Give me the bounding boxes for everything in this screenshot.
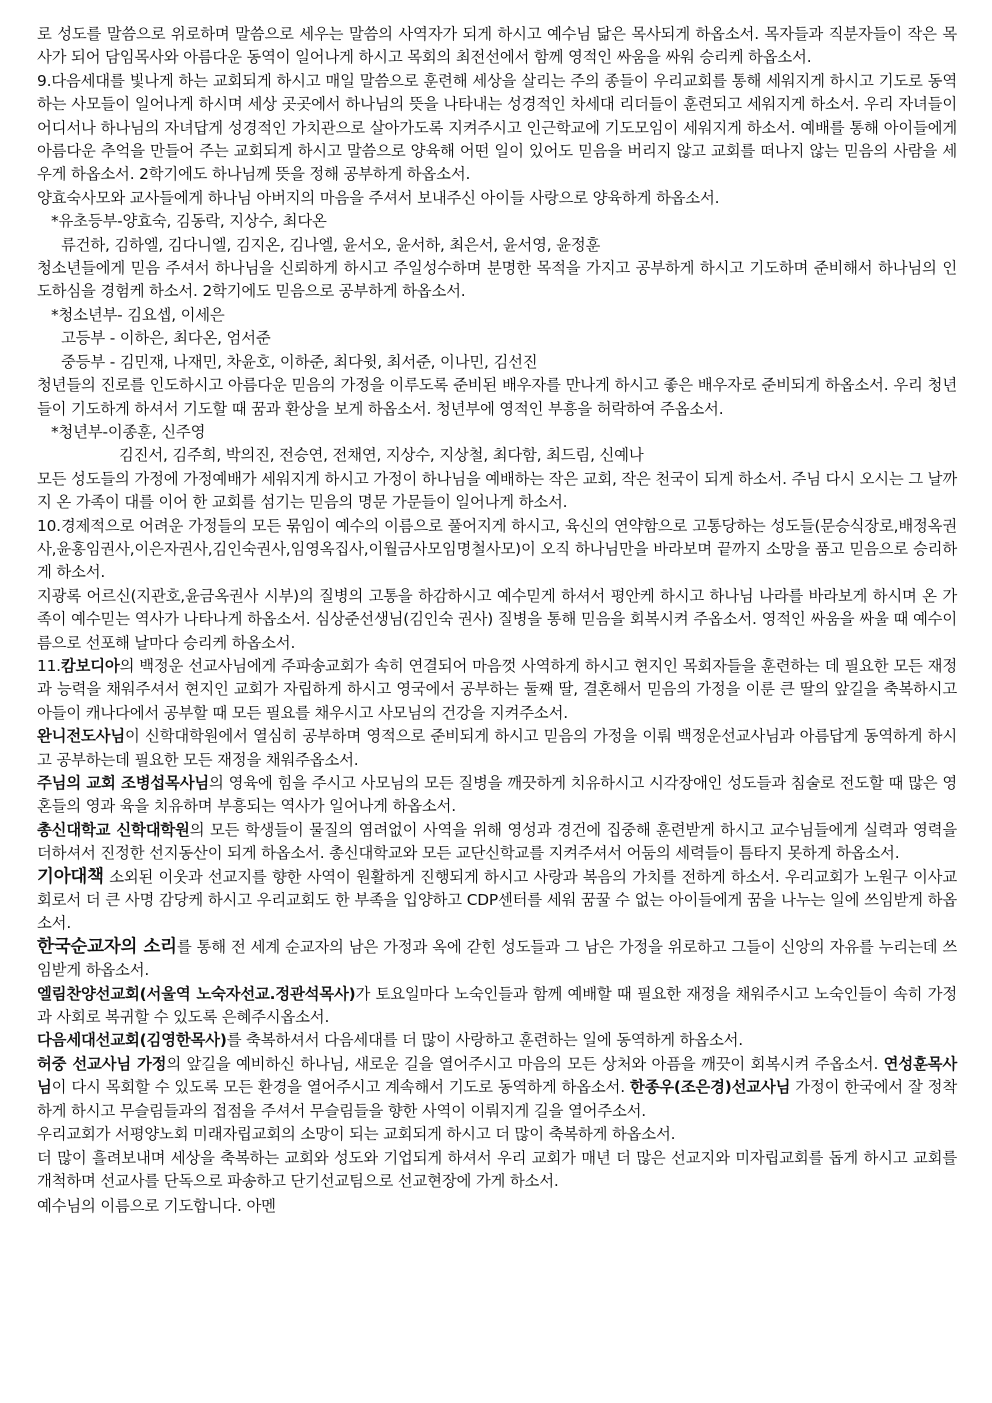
paragraph-family-worship: 모든 성도들의 가정에 가정예배가 세워지게 하시고 가정이 하나님을 예배하는 작은 교회, 작은 천국이 되게 하소서. 주님 다시 오시는 그 날까지 온 가족이 대를 이어 한 교회를 섬기는 믿음의 명문 가문들이 일어나게 하소서. [37,469,957,512]
pastor-yeon-name: 연성훈목사님 [37,1054,957,1097]
evangelist-name: 완니전도사님 [37,727,126,746]
food-for-hungry-text: 소외된 이웃과 선교지를 향한 사역이 원활하게 진행되게 하시고 사랑과 복음의 가치를 전하게 하소서. 우리교회가 노원구 이사교회로서 더 큰 사명 감당케 하시고 우리교회도 한 부족을 입양하고 CDP센터를 세워 꿈꿀 수 없는 아이들에게 꿈을 나누는 일에 쓰임받게 하옵소서. [37,867,957,933]
paragraph-seminary [37,819,957,866]
paragraph-next-generation: 9.다음세대를 빛나게 하는 교회되게 하시고 매일 말씀으로 훈련해 세상을 살리는 주의 종들이 우리교회를 통해 세워지게 하시고 기도로 동역하는 사모들이 일어나게 하시며 세상 곳곳에서 하나님의 뜻을 나타내는 성경적인 차세대 리더들이 훈련되고 세워지게 하소서. 우리 자녀들이 어디서나 하나님의 자녀답게 성경적인 가치관으로 살아가도록 지켜주시고 인근학교에 기도모임이 세워지게 하소서. 예배를 통해 아이들에게 아름다운 추억을 만들어 주는 교회되게 하시고 말씀으로 양육해 어떤 일이 있어도 믿음을 버리지 않고 교회를 떠나지 않는 믿음의 사람을 세우게 하옵소서. 2학기에도 하나님께 뜻을 정해 공부하게 하옵소서. [37,71,957,184]
paragraph-elim-mission [37,983,957,1030]
children-dept-members: 류건하, 김하엘, 김다니엘, 김지온, 김나엘, 윤서오, 윤서하, 최은서, 윤서영, 윤정훈 [61,235,601,254]
children-dept-staff: *유초등부-양효숙, 김동락, 지상수, 최다온 [51,212,327,231]
closing-prayer: 예수님의 이름으로 기도합니다. 아멘 [37,1197,276,1216]
young-adult-dept-staff: *청년부-이종훈, 신주영 [51,422,206,441]
paragraph-food-for-hungry [37,866,957,936]
elim-mission-name: 엘림찬양선교회(서울역 노숙자선교.정관석목사) [37,984,356,1003]
youth-dept-staff: *청소년부- 김요셉, 이세은 [51,305,225,324]
missionary-heo-name: 허중 선교사님 가정 [37,1054,167,1073]
paragraph-lords-church [37,772,957,819]
paragraph-elder-illness: 지광록 어르신(지관호,윤금옥권사 시부)의 질병의 고통을 하감하시고 예수믿게 하셔서 평안케 하시고 하나님 나라를 바라보게 하시며 온 가족이 예수믿는 역사가 나타나게 하옵소서. 심상준선생님(김인숙 권사) 질병을 통해 믿음을 회복시켜 주옵소서. 영적인 싸움을 싸울 때 예수이름으로 선포해 날마다 승리케 하옵소서. [37,586,957,652]
high-school-members: 고등부 - 이하은, 최다온, 엄서준 [61,329,271,348]
pastor-yeon-text: 이 다시 목회할 수 있도록 모든 환경을 열어주시고 계속해서 기도로 동역하게 하옵소서. [51,1078,630,1097]
voice-of-martyrs-text: 를 통해 전 세계 순교자의 남은 가정과 옥에 갇힌 성도들과 그 남은 가정을 위로하고 그들이 신앙의 자유를 누리는데 쓰임받게 하옵소서. [37,937,957,980]
young-adult-dept-members: 김진서, 김주희, 박의진, 전승연, 전채연, 지상수, 지상철, 최다함, 최드림, 신예나 [119,446,644,465]
prayer-document [37,23,957,1219]
middle-school-members: 중등부 - 김민재, 나재민, 차윤호, 이하준, 최다윗, 최서준, 이나민, 김선진 [61,352,538,371]
item-number: 11. [37,656,61,675]
next-gen-mission-text: 를 축복하셔서 다음세대를 더 많이 사랑하고 훈련하는 일에 동역하게 하옵소서. [226,1031,743,1050]
missionary-heo-text: 의 앞길을 예비하신 하나님, 새로운 길을 열어주시고 마음의 모든 상처와 아픔을 깨끗이 회복시켜 주옵소서. [166,1054,884,1073]
paragraph-economic-healing: 10.경제적으로 어려운 가정들의 모든 묶임이 예수의 이름으로 풀어지게 하시고, 육신의 연약함으로 고통당하는 성도들(문승식장로,배정옥권사,윤홍임권사,이은자권사,김인숙권사,임영옥집사,이월금사모임명철사모)이 오직 하나님만을 바라보며 끝까지 소망을 품고 믿음으로 승리하게 하소서. [37,516,957,582]
voice-of-martyrs-name: 한국순교자의 소리 [37,936,177,957]
seminary-name: 총신대학교 신학대학원 [37,820,190,839]
seminary-text: 의 모든 학생들이 물질의 염려없이 사역을 위해 영성과 경건에 집중해 훈련받게 하시고 교수님들에게 실력과 영력을 더하셔서 진정한 선지동산이 되게 하옵소서. 총신대학교와 모든 교단신학교를 지켜주셔서 어둠의 세력들이 틈타지 못하게 하옵소서. [37,820,957,863]
elim-mission-text: 가 토요일마다 노숙인들과 함께 예배할 때 필요한 재정을 채워주시고 노숙인들이 속히 가정과 사회로 복귀할 수 있도록 은혜주시옵소서. [37,984,957,1027]
paragraph-young-adults: 청년들의 진로를 인도하시고 아름다운 믿음의 가정을 이루도록 준비된 배우자를 만나게 하시고 좋은 배우자로 준비되게 하옵소서. 우리 청년들이 기도하게 하셔서 기도할 때 꿈과 환상을 보게 하옵소서. 청년부에 영적인 부흥을 허락하여 주옵소서. [37,376,957,418]
paragraph-presbytery: 우리교회가 서평양노회 미래자립교회의 소망이 되는 교회되게 하시고 더 많이 축복하게 하옵소서. [37,1125,676,1144]
paragraph-youth: 청소년들에게 믿음 주셔서 하나님을 신뢰하게 하시고 주일성수하며 분명한 목적을 가지고 공부하게 하시고 기도하며 준비해서 하나님의 인도하심을 경험케 하소서. 2학기에도 믿음으로 공부하게 하옵소서. [37,259,957,301]
lords-church-text: 의 영육에 힘을 주시고 사모님의 모든 질병을 깨끗하게 치유하시고 시각장애인 성도들과 침술로 전도할 때 많은 영혼들의 영과 육을 치유하며 부흥되는 역사가 일어나게 하옵소서. [37,774,957,816]
paragraph-evangelist [37,725,957,772]
evangelist-text: 이 신학대학원에서 열심히 공부하며 영적으로 준비되게 하시고 믿음의 가정을 이뤄 백정운선교사님과 아름답게 동역하게 하시고 공부하는데 필요한 모든 재정을 채워주옵소서. [37,727,957,769]
paragraph-teachers: 양효숙사모와 교사들에게 하나님 아버지의 마음을 주셔서 보내주신 아이들 사랑으로 양육하게 하옵소서. [37,188,720,207]
paragraph-next-gen-mission [37,1029,957,1052]
paragraph-blessing: 더 많이 흘려보내며 세상을 축복하는 교회와 성도와 기업되게 하셔서 우리 교회가 매년 더 많은 선교지와 미자립교회를 돕게 하시고 교회를 개척하며 선교사를 단독으로 파송하고 단기선교팀으로 선교현장에 가게 하소서. [37,1148,957,1190]
missionary-han-name: 한종우(조은경)선교사님 [629,1078,791,1097]
missionary-han-text: 가정이 한국에서 잘 정착하게 하시고 무슬림들과의 접점을 주셔서 무슬림들을 향한 사역이 이뤄지게 길을 열어주소서. [37,1078,958,1120]
mission-cambodia-text: 의 백정운 선교사님에게 주파송교회가 속히 연결되어 마음껏 사역하게 하시고 현지인 목회자들을 훈련하는 데 필요한 모든 재정과 능력을 채워주셔서 현지인 교회가 자립하게 하시고 영국에서 공부하는 둘째 딸, 결혼해서 믿음의 가정을 이룬 큰 딸의 앞길을 축복하시고 아들이 캐나다에서 공부할 때 모든 필요를 채우시고 사모님의 건강을 지켜주소서. [37,656,957,722]
paragraph-pastor-prayer: 로 성도를 말씀으로 위로하며 말씀으로 세우는 말씀의 사역자가 되게 하시고 예수님 닮은 목사되게 하옵소서. 목자들과 직분자들이 작은 목사가 되어 담임목사와 아름다운 동역이 일어나게 하시고 목회의 최전선에서 함께 영적인 싸움을 싸워 승리케 하옵소서. [37,25,957,67]
lords-church-name: 주님의 교회 조병섭목사님 [37,774,210,792]
next-gen-mission-name: 다음세대선교회(김영한목사) [37,1031,227,1050]
paragraph-missionaries [37,1053,957,1123]
mission-cambodia-label: 캄보디아 [60,656,120,675]
food-for-hungry-name: 기아대책 [37,866,104,887]
paragraph-cambodia-mission [37,655,957,725]
paragraph-voice-of-martyrs [37,936,957,983]
